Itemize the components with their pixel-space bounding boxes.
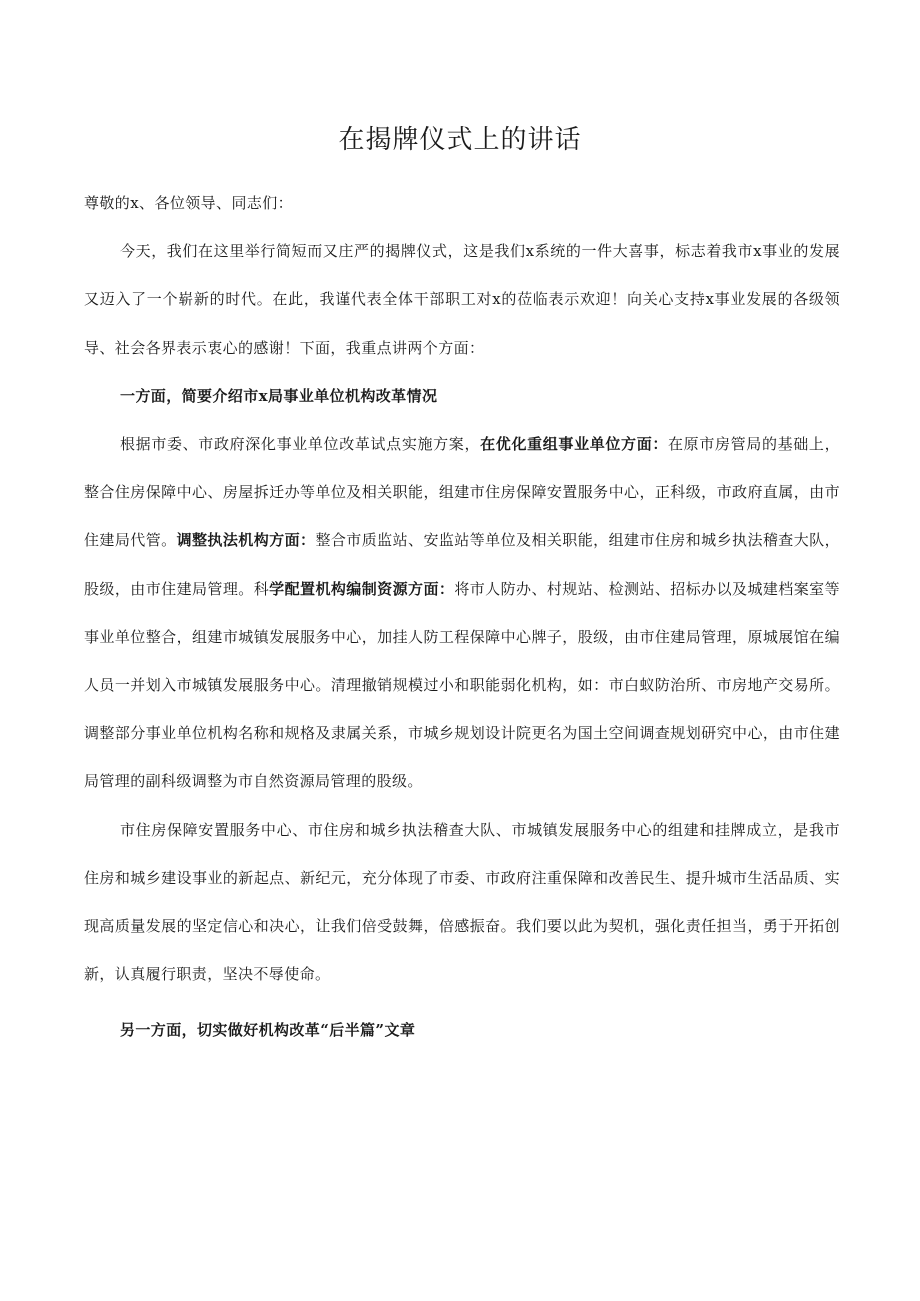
section-one-text-1: 根据市委、市政府深化事业单位改革试点实施方案， bbox=[120, 435, 481, 454]
section-heading-one: 一方面，简要介绍市x局事业单位机构改革情况 bbox=[120, 386, 438, 405]
section-one-text-2: 在原市房管局的基础上，整合住房保障中心、房屋拆迁办等单位及相关职能，组建市住房保障安置服务中心，正科级，市政府直属，由市住建局代管。 bbox=[84, 435, 840, 550]
section-one-paragraph bbox=[84, 420, 840, 806]
paragraph-three: 市住房保障安置服务中心、市住房和城乡执法稽查大队、市城镇发展服务中心的组建和挂牌成立，是我市住房和城乡建设事业的新起点、新纪元，充分体现了市委、市政府注重保障和改善民生、提升城市生活品质、实现高质量发展的坚定信心和决心，让我们倍受鼓舞，倍感振奋。我们要以此为契机，强化责任担当，勇于开拓创新，认真履行职责，坚决不辱使命。 bbox=[84, 820, 840, 984]
salutation: 尊敬的x、各位领导、同志们： bbox=[84, 194, 294, 212]
document-body bbox=[84, 179, 840, 1055]
document-title: 在揭牌仪式上的讲话 bbox=[338, 125, 582, 155]
section-one-bold-3: 学配置机构编制资源方面： bbox=[269, 579, 455, 598]
section-one-text-4: 将市人防办、村规站、检测站、招标办以及城建档案室等事业单位整合，组建市城镇发展服务中心，加挂人防工程保障中心牌子，股级，由市住建局管理，原城展馆在编人员一并划入市城镇发展服务中心。清理撤销规模过小和职能弱化机构，如：市白蚁防治所、市房地产交易所。调整部分事业单位机构名称和规格及隶属关系，市城乡规划设计院更名为国土空间调查规划研究中心，由市住建局管理的副科级调整为市自然资源局管理的股级。 bbox=[84, 579, 840, 791]
section-one-text-3: 整合市质监站、安监站等单位及相关职能，组建市住房和城乡执法稽查大队，股级，由市住建局管理。科 bbox=[84, 531, 840, 598]
section-one-bold-2: 调整执法机构方面： bbox=[176, 531, 316, 550]
section-one-bold-1: 在优化重组事业单位方面： bbox=[480, 435, 669, 454]
section-heading-two: 另一方面，切实做好机构改革“后半篇”文章 bbox=[120, 1021, 416, 1040]
intro-paragraph: 今天，我们在这里举行简短而又庄严的揭牌仪式，这是我们x系统的一件大喜事，标志着我市x事业的发展又迈入了一个崭新的时代。在此，我谨代表全体干部职工对x的莅临表示欢迎！向关心支持x事业发展的各级领导、社会各界表示衷心的感谢！下面，我重点讲两个方面： bbox=[84, 242, 840, 357]
